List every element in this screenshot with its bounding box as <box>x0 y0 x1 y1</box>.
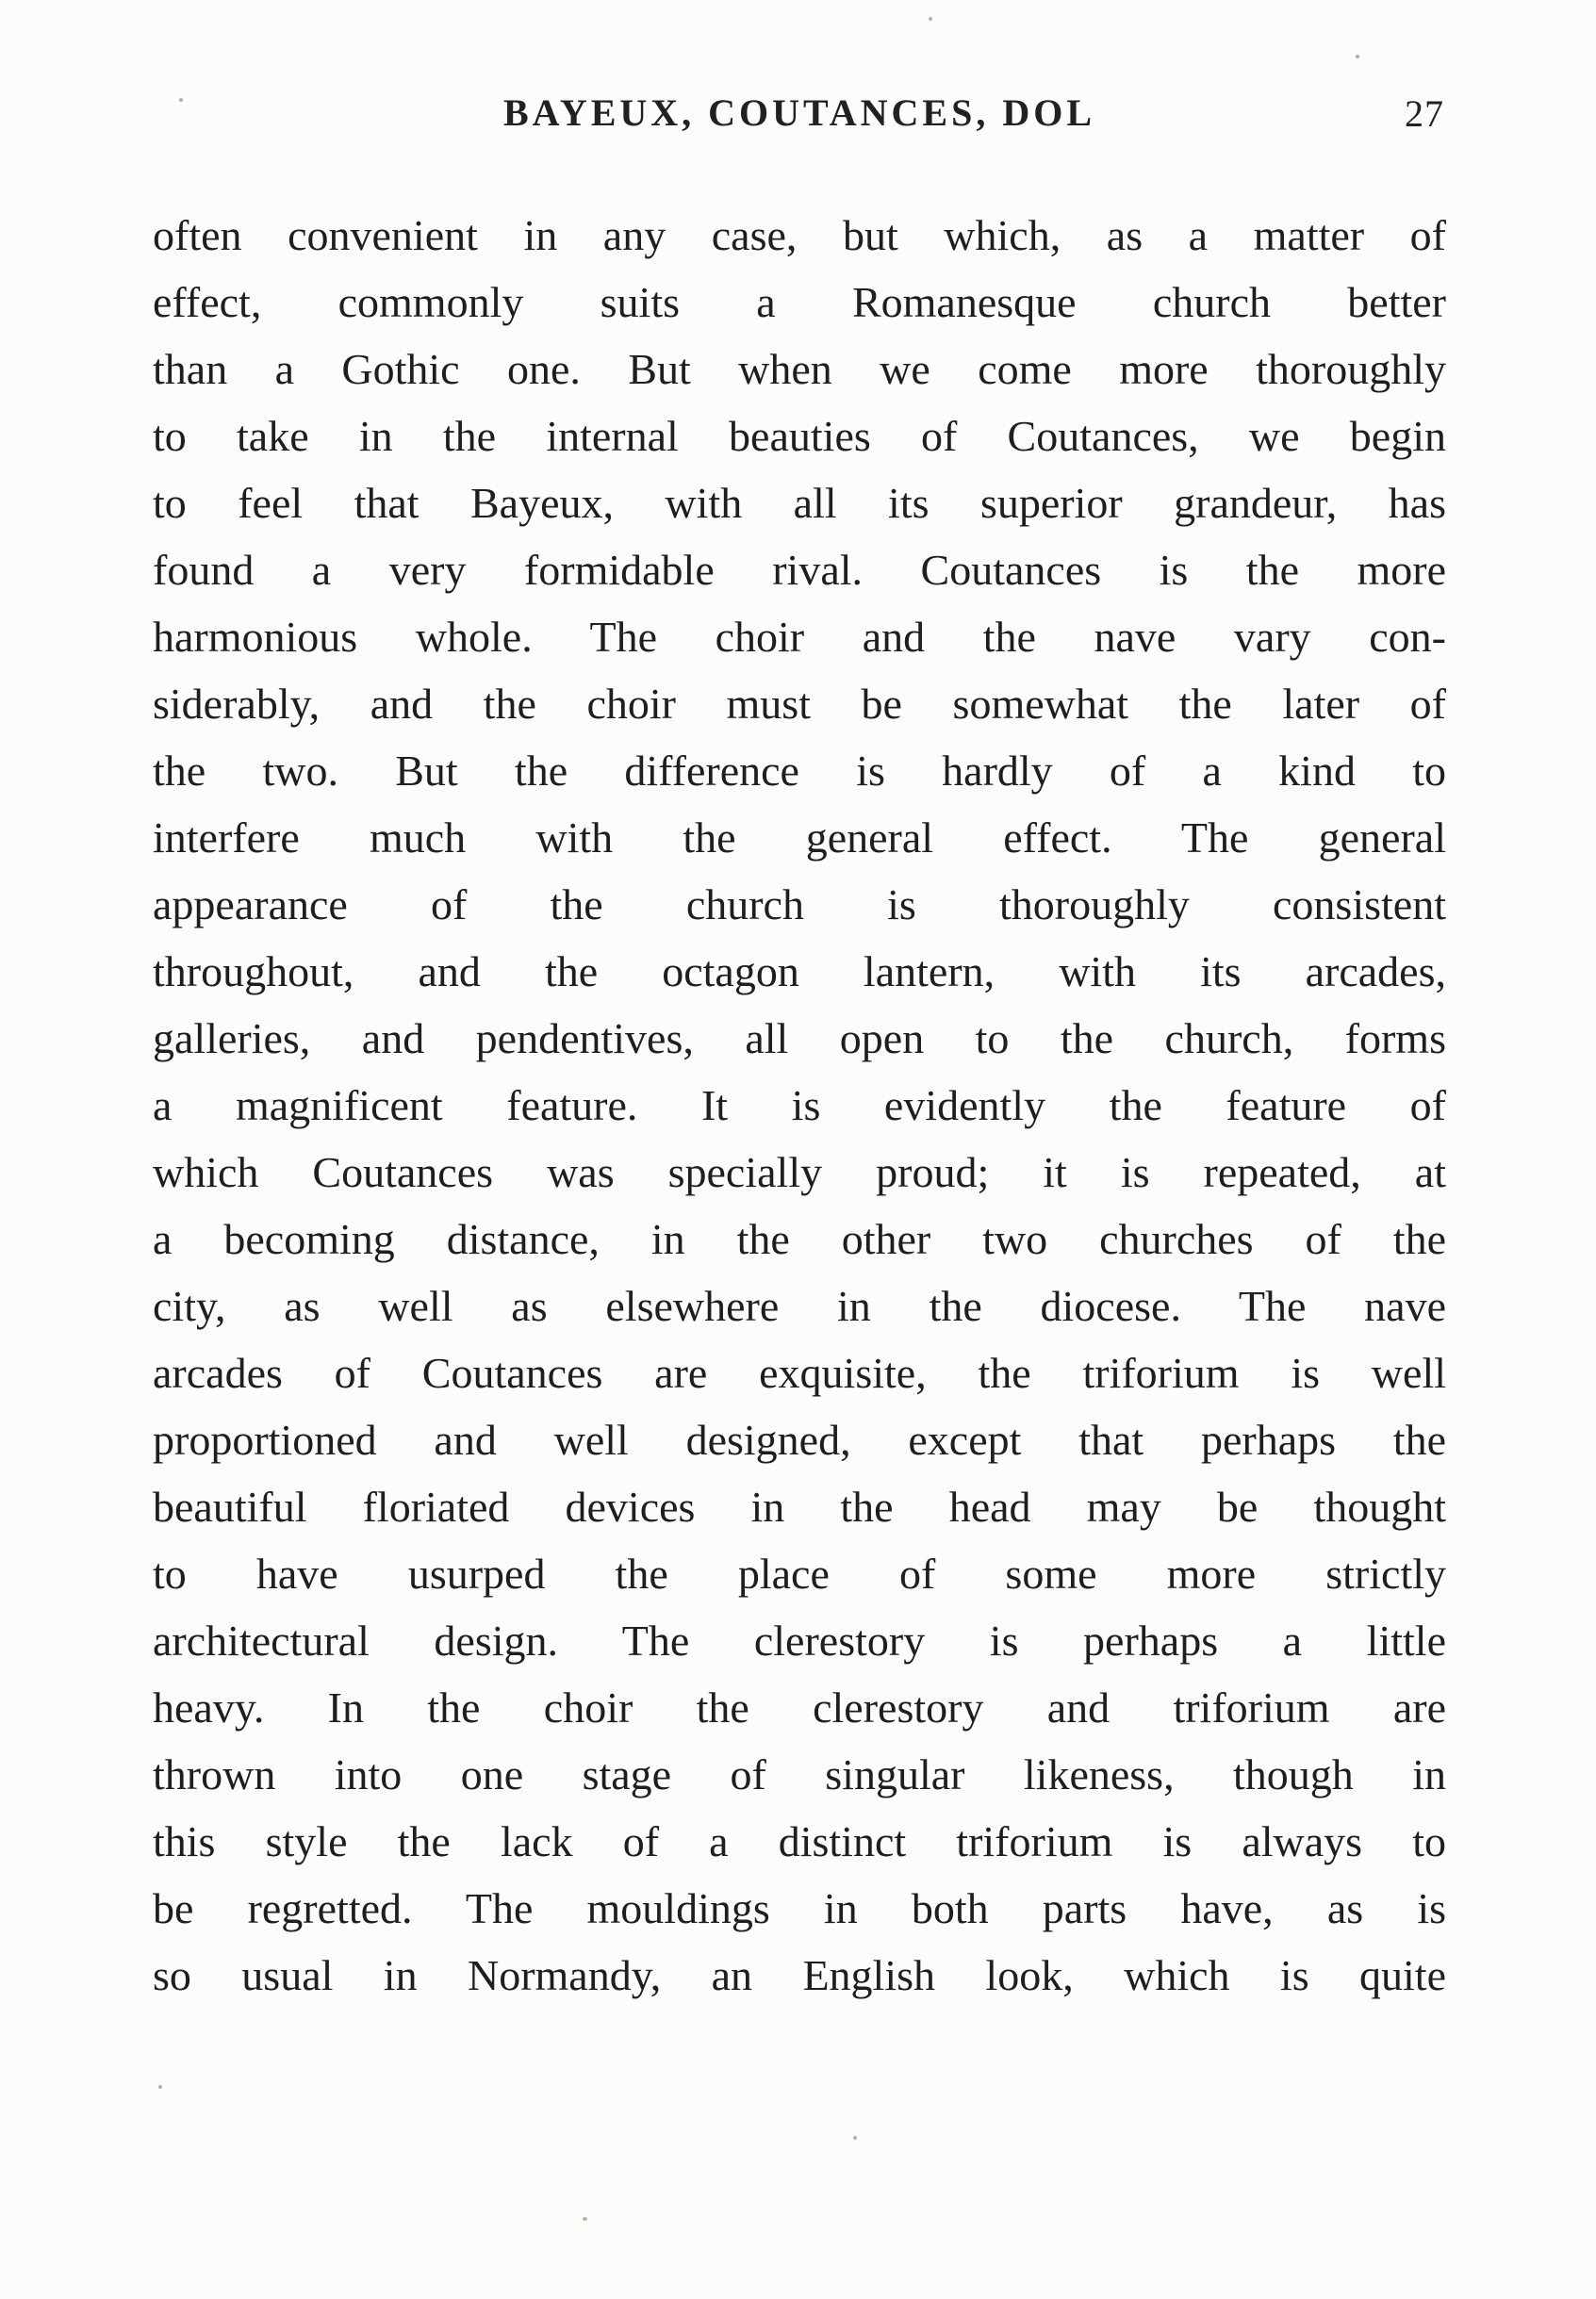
text-line: siderably, and the choir must be somewhat the later of <box>153 680 1446 728</box>
text-line: to feel that Bayeux, with all its superior grandeur, has <box>153 479 1446 527</box>
text-line: to have usurped the place of some more strictly <box>153 1550 1446 1598</box>
scan-speck <box>853 2136 857 2140</box>
text-line: architectural design. The clerestory is perhaps a little <box>153 1617 1446 1665</box>
text-line: so usual in Normandy, an English look, which is quite <box>153 1951 1446 1999</box>
page-number: 27 <box>1405 92 1444 135</box>
text-line: throughout, and the octagon lantern, with its arcades, <box>153 947 1446 995</box>
text-line: harmonious whole. The choir and the nave vary con- <box>153 613 1446 661</box>
scan-speck <box>583 2217 587 2221</box>
text-line: proportioned and well designed, except that perhaps the <box>153 1416 1446 1464</box>
text-line: galleries, and pendentives, all open to the church, forms <box>153 1014 1446 1062</box>
scan-speck <box>1356 55 1359 58</box>
text-line: effect, commonly suits a Romanesque church better <box>153 278 1446 326</box>
page-header <box>153 90 1446 145</box>
text-line: found a very formidable rival. Coutances is the more <box>153 546 1446 594</box>
text-line: which Coutances was specially proud; it is repeated, at <box>153 1148 1446 1196</box>
text-line: thrown into one stage of singular likeness, though in <box>153 1750 1446 1798</box>
text-line: beautiful floriated devices in the head may be thought <box>153 1483 1446 1531</box>
scan-speck <box>179 98 183 102</box>
scan-speck <box>158 2085 162 2089</box>
text-line: often convenient in any case, but which, as a matter of <box>153 211 1446 259</box>
text-line: than a Gothic one. But when we come more thoroughly <box>153 345 1446 393</box>
text-line: heavy. In the choir the clerestory and triforium are <box>153 1683 1446 1732</box>
page-body <box>153 202 1446 2009</box>
text-line: appearance of the church is thoroughly consistent <box>153 880 1446 928</box>
running-title: BAYEUX, COUTANCES, DOL <box>502 91 1096 134</box>
scan-speck <box>929 17 932 21</box>
text-line: be regretted. The mouldings in both parts have, as is <box>153 1884 1446 1932</box>
text-line: interfere much with the general effect. The general <box>153 813 1446 862</box>
text-line: arcades of Coutances are exquisite, the triforium is well <box>153 1349 1446 1397</box>
text-line: a becoming distance, in the other two churches of the <box>153 1215 1446 1263</box>
text-line: city, as well as elsewhere in the diocese. The nave <box>153 1282 1446 1330</box>
text-line: the two. But the difference is hardly of a kind to <box>153 747 1446 795</box>
text-line: this style the lack of a distinct triforium is always to <box>153 1817 1446 1865</box>
text-line: to take in the internal beauties of Coutances, we begin <box>153 412 1446 460</box>
text-line: a magnificent feature. It is evidently the feature of <box>153 1081 1446 1129</box>
